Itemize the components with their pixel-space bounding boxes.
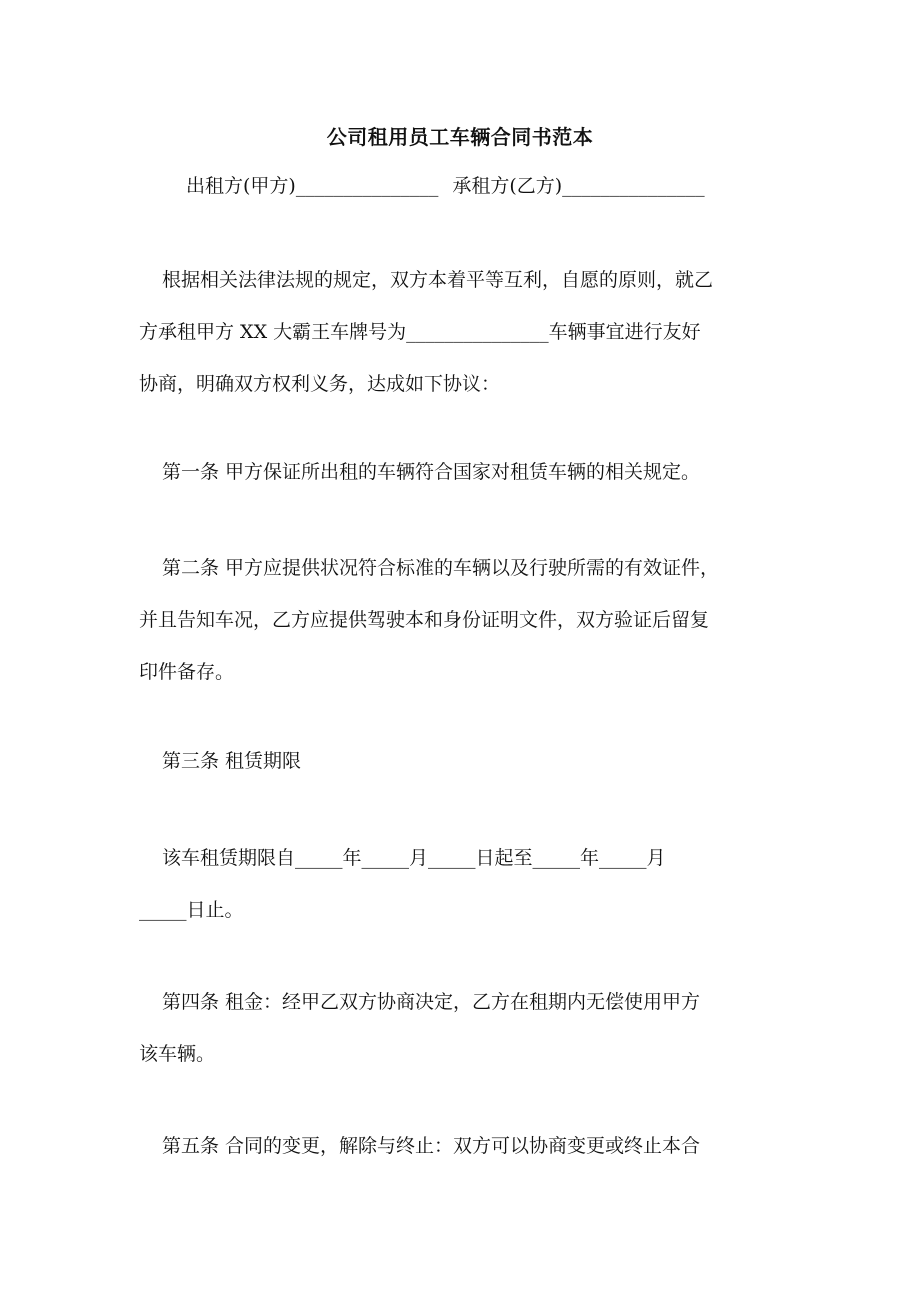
intro-line: 根据相关法律法规的规定，双方本着平等互利，自愿的原则，就乙: [162, 269, 714, 291]
article-4-line: 该车辆。: [139, 1043, 216, 1065]
lease-term-line: _____日止。: [139, 899, 244, 921]
parties-line: [186, 171, 705, 198]
article-1-line: 第一条 甲方保证所出租的车辆符合国家对租赁车辆的相关规定。: [162, 461, 701, 483]
article-2-line: 并且告知车况，乙方应提供驾驶本和身份证明文件，双方验证后留复: [139, 609, 710, 631]
article-2-line: 印件备存。: [139, 661, 235, 683]
document-title: 公司租用员工车辆合同书范本: [326, 125, 594, 149]
intro-paragraph: [139, 254, 789, 410]
article-2-line: 第二条 甲方应提供状况符合标准的车辆以及行驶所需的有效证件，: [162, 557, 720, 579]
article-3: [139, 735, 789, 787]
article-5: [139, 1120, 789, 1172]
intro-line: 方承租甲方 XX 大霸王车牌号为_______________车辆事宜进行友好: [139, 321, 701, 343]
lessee-field: 承租方(乙方)_______________: [452, 175, 705, 197]
article-4: [139, 976, 789, 1080]
article-2: [139, 542, 789, 698]
lease-term-line: 该车租赁期限自_____年_____月_____日起至_____年_____月: [162, 847, 666, 869]
article-3-line: 第三条 租赁期限: [162, 750, 302, 772]
article-1: [139, 446, 789, 498]
article-4-line: 第四条 租金：经甲乙双方协商决定，乙方在租期内无偿使用甲方: [162, 991, 701, 1013]
lease-term-paragraph: [139, 832, 789, 936]
article-5-line: 第五条 合同的变更，解除与终止：双方可以协商变更或终止本合: [162, 1135, 701, 1157]
intro-line: 协商，明确双方权利义务，达成如下协议：: [139, 373, 501, 395]
lessor-field: 出租方(甲方)_______________: [186, 175, 439, 197]
